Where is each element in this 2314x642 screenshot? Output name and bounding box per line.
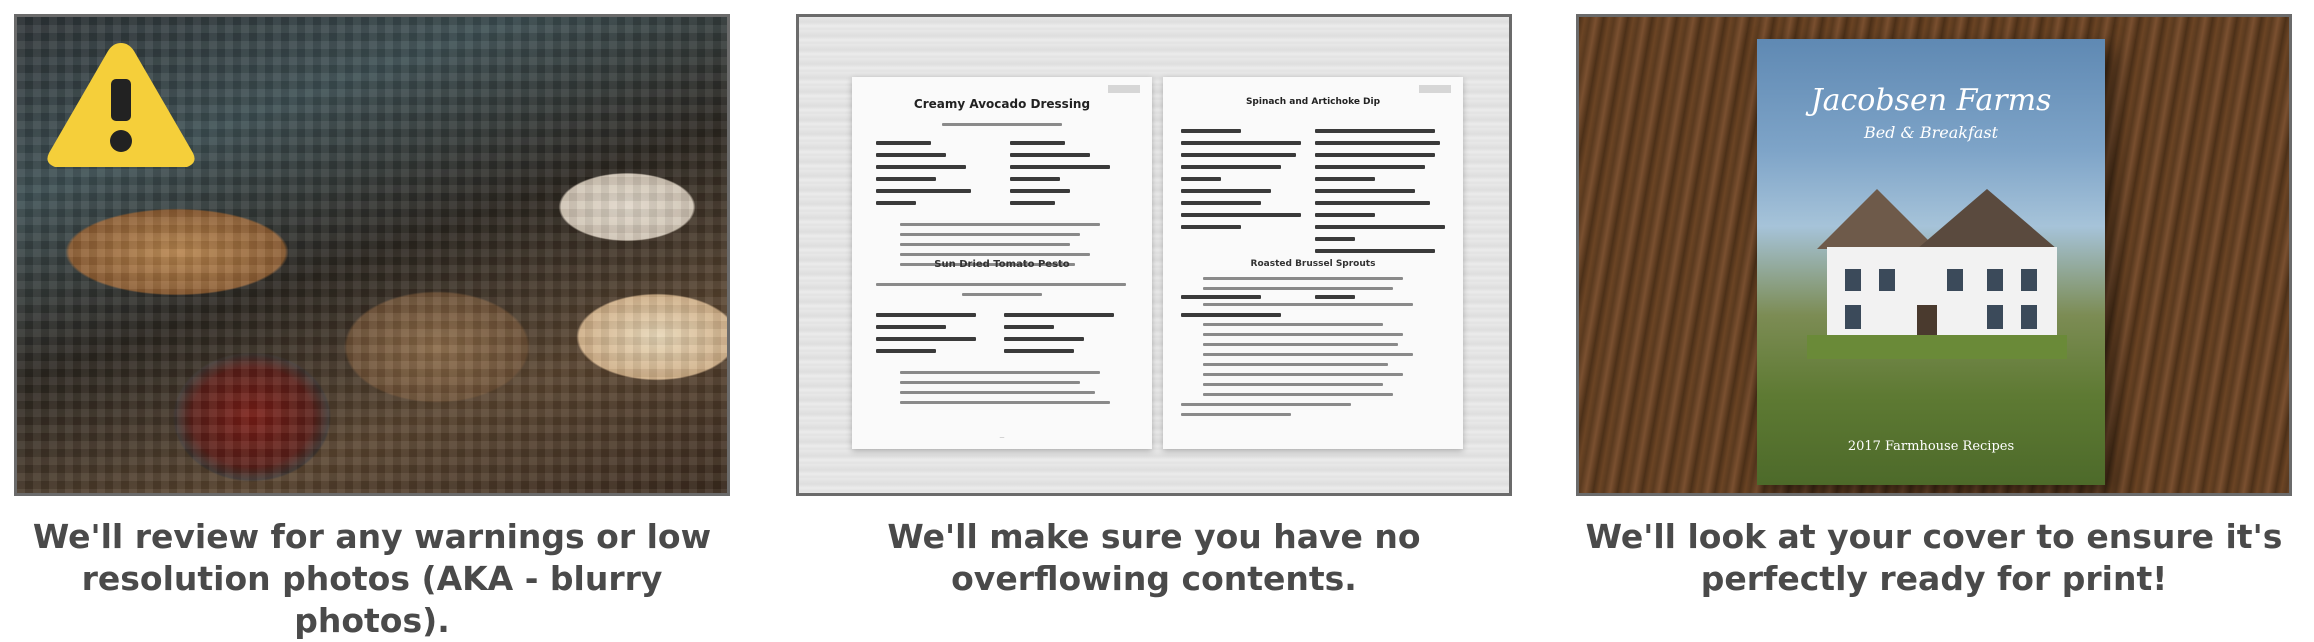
recipe-book-spread bbox=[796, 14, 1512, 496]
overflow-check-caption: We'll make sure you have no overflowing contents. bbox=[887, 517, 1421, 598]
cover-check-caption: We'll look at your cover to ensure it's perfectly ready for print! bbox=[1585, 517, 2283, 598]
pixelated-food-photo bbox=[14, 14, 730, 496]
farmhouse-illustration bbox=[1807, 159, 2067, 359]
cover-title: Jacobsen Farms bbox=[1810, 83, 2052, 118]
photo-review-card bbox=[14, 14, 730, 642]
cover-subtitle: Bed & Breakfast bbox=[1863, 123, 1999, 142]
right-page bbox=[1163, 77, 1463, 449]
warning-icon bbox=[41, 35, 201, 175]
overflow-check-card bbox=[796, 14, 1512, 600]
cover-footer: 2017 Farmhouse Recipes bbox=[1847, 439, 2015, 454]
right-page-title: Spinach and Artichoke Dip bbox=[1245, 97, 1381, 107]
book-cover-photo bbox=[1576, 14, 2292, 496]
cover-check-card bbox=[1576, 14, 2292, 600]
left-page: Creamy Avocado Dressing Sun Dried Tomato Pesto — bbox=[852, 77, 1152, 449]
right-page-subtitle: Roasted Brussel Sprouts bbox=[1250, 259, 1376, 269]
left-page-subtitle: Sun Dried Tomato Pesto bbox=[934, 259, 1070, 270]
book-cover bbox=[1757, 39, 2105, 485]
left-page-title: Creamy Avocado Dressing bbox=[913, 97, 1091, 111]
photo-review-caption: We'll review for any warnings or low resolution photos (AKA - blurry photos). bbox=[32, 517, 712, 640]
